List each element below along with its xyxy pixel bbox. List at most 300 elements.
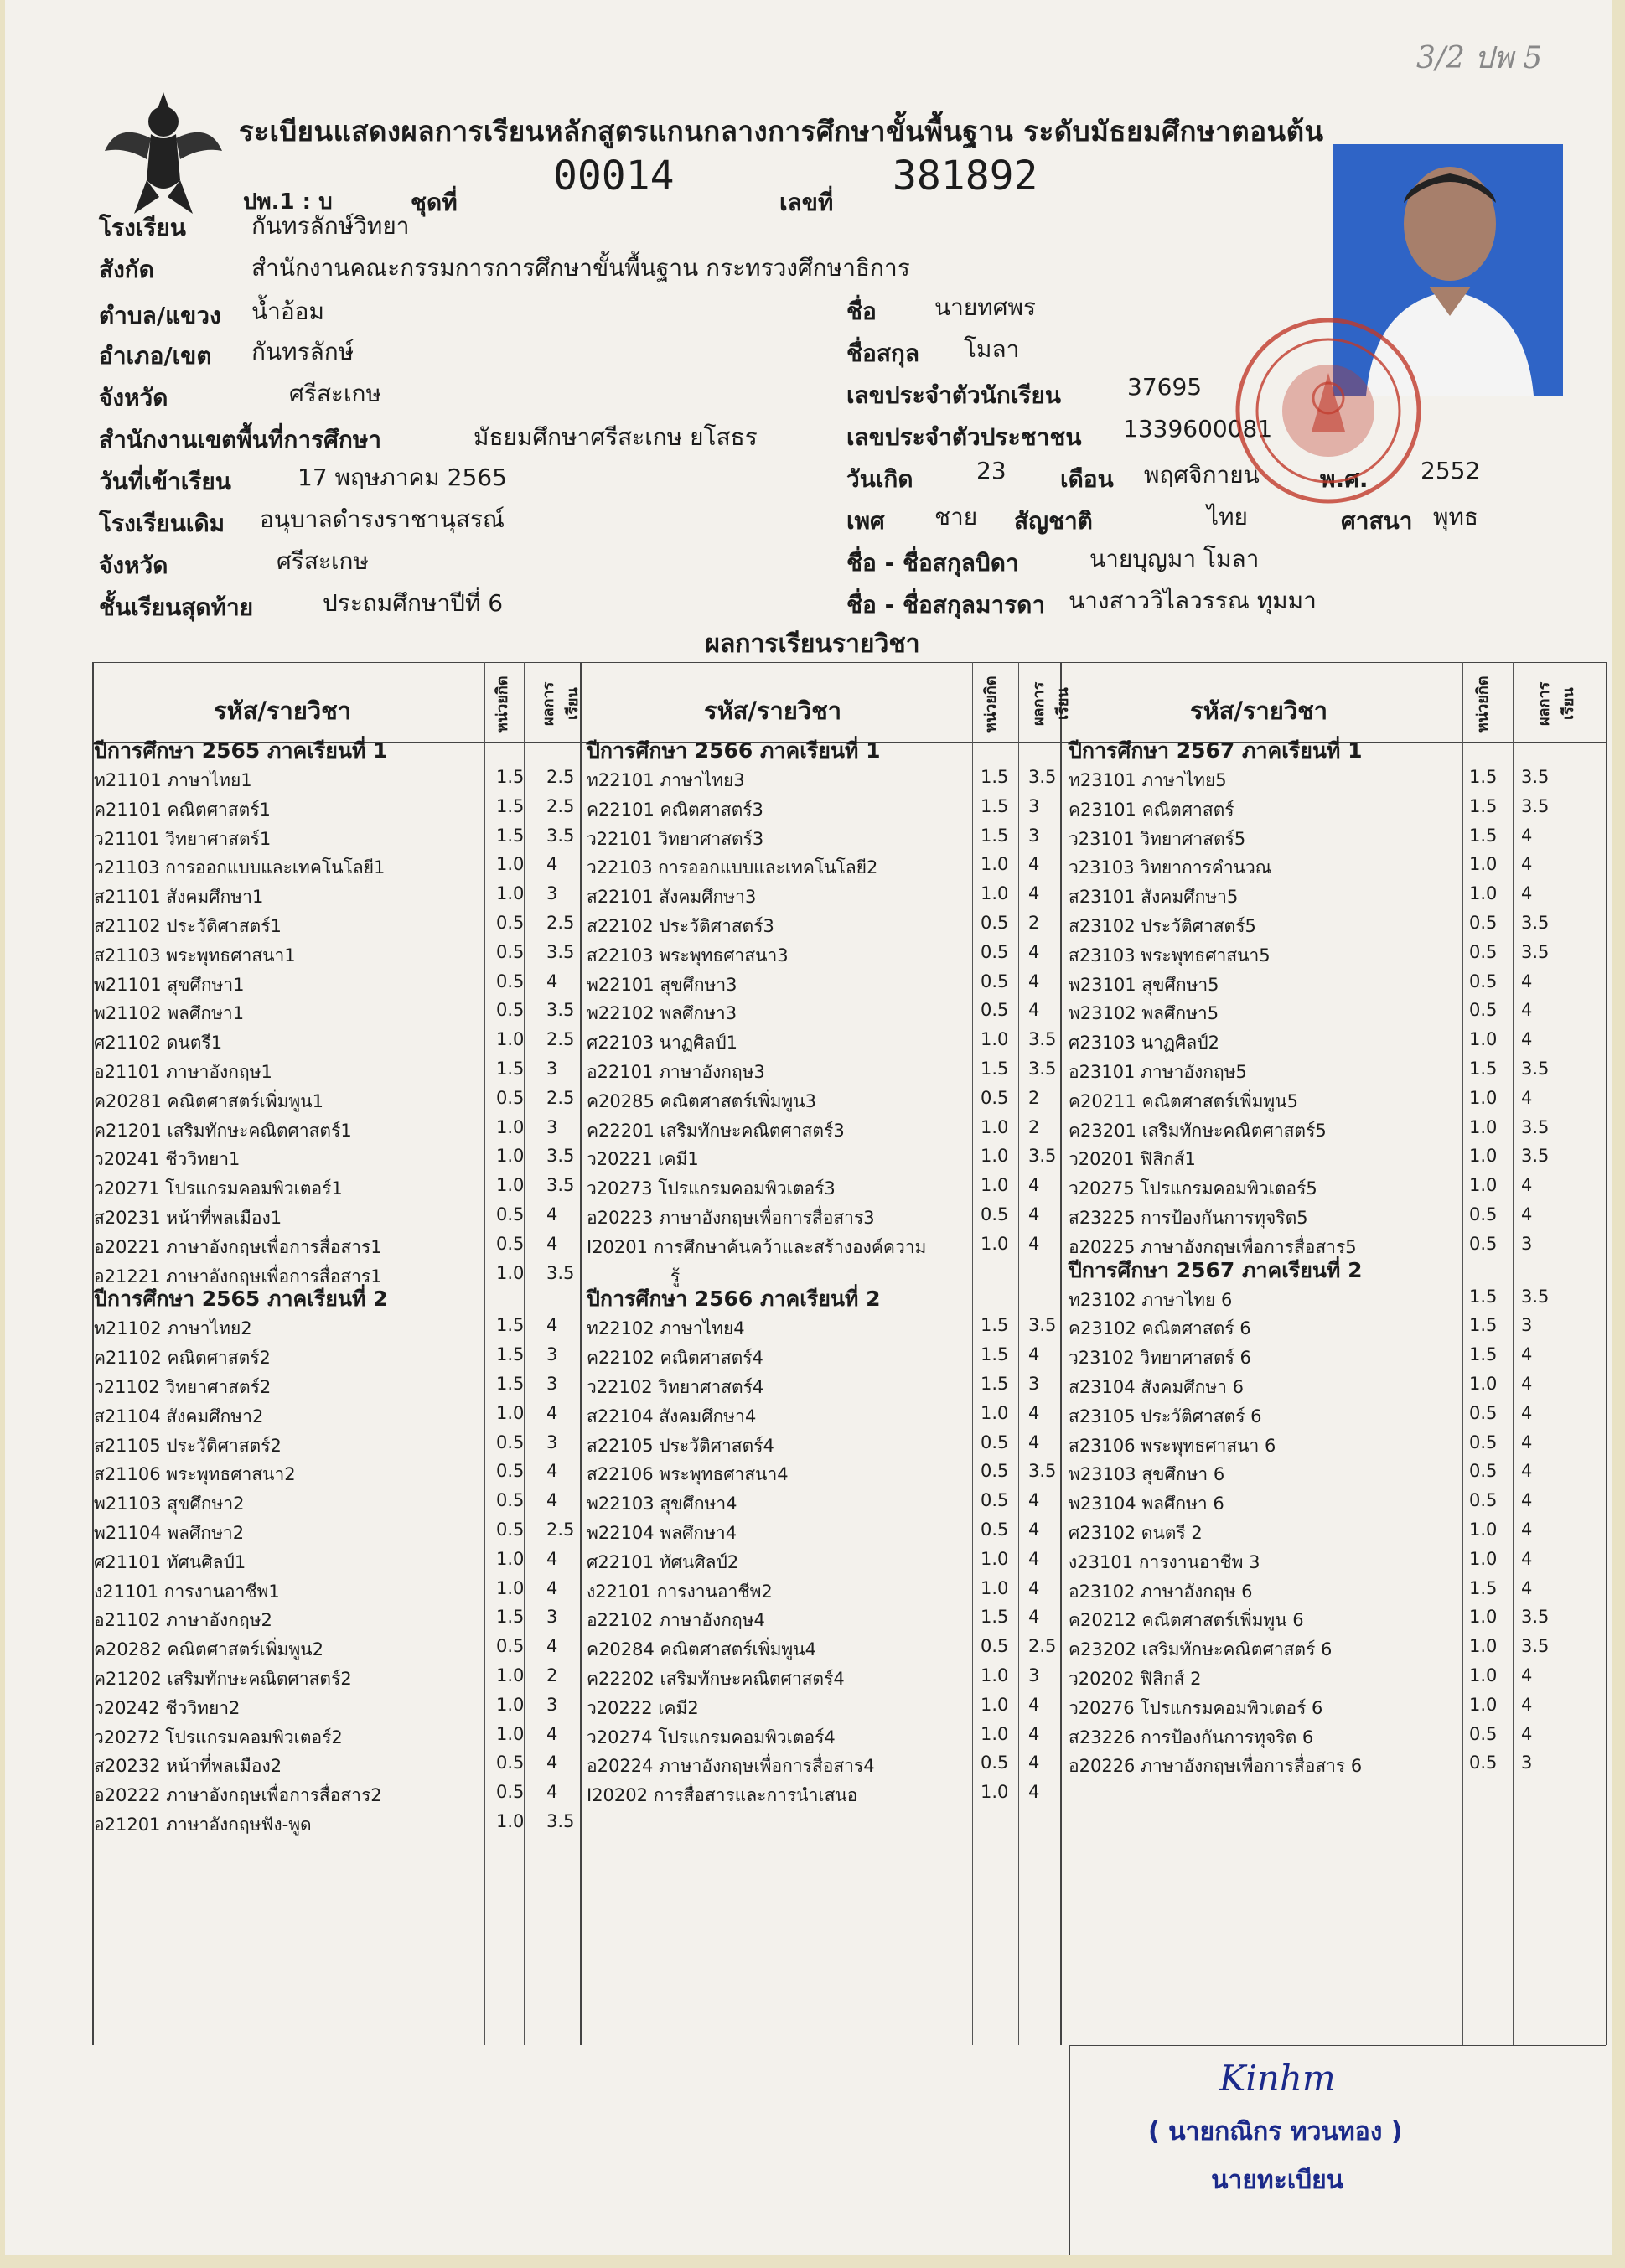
subject-name: I20201 การศึกษาค้นคว้าและสร้างองค์ความ — [587, 1236, 927, 1257]
table-row — [94, 998, 576, 1028]
grade-value: 4 — [1521, 854, 1533, 875]
credits-header-2: หน่วยกิต — [982, 676, 1000, 733]
table-row — [1069, 1693, 1605, 1722]
results-column-1 — [94, 738, 576, 1839]
subject-name: ส23104 สังคมศึกษา 6 — [1069, 1376, 1244, 1397]
credit-value: 1.0 — [496, 1175, 525, 1196]
credit-value: 0.5 — [1469, 1723, 1498, 1744]
table-row — [1069, 1489, 1605, 1518]
subject-name: ว20202 ฟิสิกส์ 2 — [1069, 1668, 1202, 1689]
table-row — [587, 1634, 1056, 1664]
prev-school-value: อนุบาลดำรงราชานุสรณ์ — [260, 505, 505, 533]
grade-value: 4 — [546, 1548, 558, 1569]
father-label: ชื่อ - ชื่อสกุลบิดา — [846, 549, 1019, 577]
grade-value: 4 — [546, 1204, 558, 1225]
grade-value: 3.5 — [546, 1146, 575, 1167]
grade-value: 3 — [546, 1116, 558, 1137]
credit-value: 0.5 — [496, 1490, 525, 1511]
subject-name: ส21104 สังคมศึกษา2 — [94, 1406, 264, 1427]
subject-name: อ20223 ภาษาอังกฤษเพื่อการสื่อสาร3 — [587, 1207, 875, 1228]
grade-value: 3.5 — [1028, 1029, 1057, 1050]
grade-value: 4 — [1521, 971, 1533, 992]
national-id-label: เลขประจำตัวประชาชน — [846, 423, 1082, 451]
table-row — [1069, 882, 1605, 911]
table-row — [94, 911, 576, 940]
subject-name: ง22101 การงานอาชีพ2 — [587, 1581, 773, 1602]
subject-name: ส20232 หน้าที่พลเมือง2 — [94, 1756, 282, 1777]
grade-value: 3.5 — [1028, 767, 1057, 787]
grade-value: 3.5 — [1028, 1058, 1057, 1079]
table-row — [94, 1144, 576, 1173]
table-row — [587, 824, 1056, 853]
grade-value: 3.5 — [546, 1175, 575, 1196]
credit-value: 1.0 — [496, 1723, 525, 1744]
subject-name: ศ23102 ดนตรี 2 — [1069, 1522, 1203, 1543]
table-row — [587, 1203, 1056, 1232]
subject-name: I20202 การสื่อสารและการนำเสนอ — [587, 1785, 858, 1806]
subject-name: พ21103 สุขศึกษา2 — [94, 1494, 245, 1515]
table-row — [1069, 824, 1605, 853]
subject-name: อ20221 ภาษาอังกฤษเพื่อการสื่อสาร1 — [94, 1236, 382, 1257]
grade-value: 3 — [546, 1694, 558, 1715]
table-row — [94, 1810, 576, 1839]
credit-value: 1.0 — [981, 1233, 1009, 1254]
grade-value: 4 — [1028, 1723, 1040, 1744]
grade-value: 2.5 — [546, 1029, 575, 1050]
credit-value: 0.5 — [981, 1519, 1009, 1540]
credit-value: 1.0 — [1469, 1665, 1498, 1685]
table-row — [94, 1605, 576, 1634]
credit-value: 1.0 — [1469, 1548, 1498, 1569]
province-value: ศรีสะเกษ — [289, 380, 381, 407]
last-grade-value: ประถมศึกษาปีที่ 6 — [323, 589, 504, 617]
credit-value: 1.5 — [1469, 1577, 1498, 1598]
subject-name: พ23102 พลศึกษา5 — [1069, 1003, 1219, 1024]
grade-value: 4 — [1028, 1175, 1040, 1196]
subject-name: ค20211 คณิตศาสตร์เพิ่มพูน5 — [1069, 1090, 1298, 1111]
table-row — [1069, 1028, 1605, 1057]
document-number: 381892 — [893, 153, 1038, 199]
table-row — [587, 1232, 1056, 1261]
credit-value: 0.5 — [1469, 1753, 1498, 1773]
grade-value: 3 — [1028, 1373, 1040, 1394]
grade-value: 4 — [1521, 1723, 1533, 1744]
subject-name: ส22101 สังคมศึกษา3 — [587, 887, 757, 908]
credit-value: 1.0 — [981, 1116, 1009, 1137]
credit-value: 0.5 — [496, 1636, 525, 1657]
subject-name: อ23102 ภาษาอังกฤษ 6 — [1069, 1581, 1253, 1602]
column-divider-1 — [580, 662, 582, 2045]
credit-value: 0.5 — [496, 1753, 525, 1773]
grade-value: 4 — [1028, 1548, 1040, 1569]
table-row — [94, 1693, 576, 1722]
credit-value: 1.5 — [496, 825, 525, 846]
grade-value: 4 — [1521, 1344, 1533, 1365]
province-label: จังหวัด — [99, 384, 168, 412]
prev-school-label: โรงเรียนเดิม — [99, 510, 225, 537]
table-row — [94, 852, 576, 882]
credit-value: 1.0 — [496, 883, 525, 904]
grade-value: 4 — [546, 1402, 558, 1423]
grade-value: 3 — [1028, 795, 1040, 816]
results-column-3 — [1069, 738, 1605, 1780]
table-row — [1069, 1634, 1605, 1664]
subject-name: ส22104 สังคมศึกษา4 — [587, 1406, 757, 1427]
subject-name: พ23104 พลศึกษา 6 — [1069, 1494, 1224, 1515]
grade-value: 3.5 — [546, 941, 575, 962]
subject-name: ค20284 คณิตศาสตร์เพิ่มพูน4 — [587, 1639, 816, 1660]
school-seal-stamp — [1232, 314, 1425, 507]
table-row — [587, 911, 1056, 940]
table-row — [94, 970, 576, 999]
credit-value: 0.5 — [1469, 1490, 1498, 1511]
credit-value: 1.0 — [496, 1029, 525, 1050]
table-row — [587, 1372, 1056, 1401]
grade-value: 4 — [1028, 1204, 1040, 1225]
grade-value: 3 — [546, 1607, 558, 1628]
credit-value: 1.0 — [981, 1146, 1009, 1167]
grade-value: 3 — [1028, 1665, 1040, 1685]
table-row — [1069, 852, 1605, 882]
credit-value: 0.5 — [981, 1461, 1009, 1482]
credit-value: 0.5 — [496, 1782, 525, 1803]
grade-value: 4 — [1028, 1402, 1040, 1423]
table-row — [587, 1577, 1056, 1606]
school-label: โรงเรียน — [99, 214, 186, 241]
subject-name: ค20212 คณิตศาสตร์เพิ่มพูน 6 — [1069, 1610, 1304, 1631]
credit-value: 0.5 — [981, 941, 1009, 962]
table-row — [94, 1401, 576, 1431]
subject-name: ว20241 ชีววิทยา1 — [94, 1149, 241, 1170]
table-row — [94, 1343, 576, 1372]
grade-value: 4 — [546, 1782, 558, 1803]
credit-value: 0.5 — [1469, 912, 1498, 933]
subject-name: พ23101 สุขศึกษา5 — [1069, 974, 1219, 995]
grade-value: 2.5 — [546, 1087, 575, 1108]
subject-name: อ22102 ภาษาอังกฤษ4 — [587, 1610, 765, 1631]
subject-name: ค23202 เสริมทักษะคณิตศาสตร์ 6 — [1069, 1639, 1333, 1660]
table-row — [587, 1489, 1056, 1518]
credit-value: 1.5 — [981, 1315, 1009, 1336]
grade-value: 3.5 — [1028, 1146, 1057, 1167]
grade-value: 4 — [1521, 883, 1533, 904]
credit-value: 1.0 — [496, 1116, 525, 1137]
grade-value: 4 — [1521, 1402, 1533, 1423]
year-label: พ.ศ. — [1320, 465, 1369, 493]
month-label: เดือน — [1060, 465, 1114, 493]
table-row — [587, 1664, 1056, 1693]
credit-value: 1.5 — [1469, 795, 1498, 816]
table-row — [94, 1261, 576, 1291]
credit-value: 1.0 — [1469, 1175, 1498, 1196]
table-row — [1069, 1577, 1605, 1606]
grade-value: 4 — [1028, 971, 1040, 992]
affiliation-label: สังกัด — [99, 256, 154, 283]
grade-value: 4 — [546, 1490, 558, 1511]
grade-value: 4 — [1028, 1490, 1040, 1511]
table-row — [94, 1116, 576, 1145]
grade-value: 4 — [1521, 1175, 1533, 1196]
grade-value: 3.5 — [1521, 1146, 1550, 1167]
grade-value: 2.5 — [546, 1519, 575, 1540]
table-row — [1069, 1664, 1605, 1693]
table-row — [587, 1057, 1056, 1086]
subject-name: อ22101 ภาษาอังกฤษ3 — [587, 1061, 765, 1082]
grade-value: 4 — [1521, 1087, 1533, 1108]
credit-value: 0.5 — [496, 1233, 525, 1254]
subject-name: พ21101 สุขศึกษา1 — [94, 974, 245, 995]
grade-value: 4 — [1028, 883, 1040, 904]
table-row — [94, 882, 576, 911]
credit-value: 1.5 — [981, 1344, 1009, 1365]
grade-value: 3 — [546, 883, 558, 904]
table-row — [1069, 1116, 1605, 1145]
subject-name: ว21101 วิทยาศาสตร์1 — [94, 828, 272, 849]
nationality-label: สัญชาติ — [1014, 507, 1093, 535]
student-id-value: 37695 — [1127, 373, 1203, 401]
subject-name: พ22104 พลศึกษา4 — [587, 1522, 737, 1543]
grade-value: 4 — [1521, 1548, 1533, 1569]
credit-value: 0.5 — [981, 971, 1009, 992]
table-row — [1069, 1431, 1605, 1460]
grade-value: 3 — [546, 1344, 558, 1365]
table-row — [587, 1722, 1056, 1752]
grade-value: 4 — [546, 1233, 558, 1254]
credit-value: 1.0 — [1469, 1636, 1498, 1657]
credit-value: 1.0 — [1469, 1519, 1498, 1540]
subject-name: ส21101 สังคมศึกษา1 — [94, 887, 264, 908]
grade-value: 3.5 — [1521, 912, 1550, 933]
grade-value: 4 — [546, 971, 558, 992]
subject-header-1: รหัส/รายวิชา — [214, 696, 352, 725]
area-office-label: สำนักงานเขตพื้นที่การศึกษา — [99, 426, 382, 453]
grade-value: 3 — [1521, 1315, 1533, 1336]
national-id-value: 1339600081 — [1123, 415, 1273, 443]
table-row — [1069, 1722, 1605, 1752]
credit-value: 0.5 — [981, 1000, 1009, 1021]
handwritten-note: 3/2 ปพ 5 — [1416, 41, 1543, 75]
credit-value: 1.0 — [981, 1723, 1009, 1744]
credit-value: 1.5 — [981, 795, 1009, 816]
grade-value: 3.5 — [1521, 1286, 1550, 1307]
credit-value: 1.0 — [496, 854, 525, 875]
credit-value: 1.5 — [496, 1607, 525, 1628]
credit-value: 1.0 — [1469, 1087, 1498, 1108]
grade-value: 4 — [546, 854, 558, 875]
table-row — [1069, 940, 1605, 970]
credit-value: 0.5 — [496, 1204, 525, 1225]
birth-month: พฤศจิกายน — [1144, 461, 1260, 489]
credit-value: 0.5 — [496, 1461, 525, 1482]
credit-value: 1.5 — [981, 767, 1009, 787]
subject-name: ศ22103 นาฏศิลป์1 — [587, 1033, 737, 1054]
table-row — [1069, 970, 1605, 999]
table-row — [94, 1518, 576, 1547]
credit-value: 1.0 — [1469, 1607, 1498, 1628]
registrar-name: ( นายกณิกร ทวนทอง ) — [1148, 2117, 1403, 2146]
subject-name: ค20282 คณิตศาสตร์เพิ่มพูน2 — [94, 1639, 323, 1660]
subject-name: พ21104 พลศึกษา2 — [94, 1522, 245, 1543]
birth-day: 23 — [976, 457, 1007, 484]
subject-name: ว20221 เคมี1 — [587, 1149, 699, 1170]
last-grade-label: ชั้นเรียนสุดท้าย — [99, 593, 254, 621]
sex-value: ชาย — [934, 503, 978, 531]
table-row — [94, 1634, 576, 1664]
credit-value: 1.0 — [981, 1402, 1009, 1423]
grade-value: 3.5 — [546, 1000, 575, 1021]
grade-value: 4 — [1521, 1000, 1533, 1021]
grade-value: 2.5 — [546, 795, 575, 816]
table-row — [94, 1203, 576, 1232]
subject-name: ส21102 ประวัติศาสตร์1 — [94, 915, 282, 936]
credit-value: 1.0 — [496, 1665, 525, 1685]
subject-name: อ20226 ภาษาอังกฤษเพื่อการสื่อสาร 6 — [1069, 1756, 1363, 1777]
grade-value: 4 — [1028, 1694, 1040, 1715]
grade-header-3: ผลการเรียน — [1535, 681, 1577, 727]
grade-value: 4 — [1028, 1432, 1040, 1452]
subject-name: ส23101 สังคมศึกษา5 — [1069, 887, 1239, 908]
table-row — [587, 998, 1056, 1028]
table-row — [1069, 998, 1605, 1028]
area-office-value: มัธยมศึกษาศรีสะเกษ ยโสธร — [474, 423, 758, 451]
credit-value: 0.5 — [1469, 1233, 1498, 1254]
subject-name: ง23101 การงานอาชีพ 3 — [1069, 1551, 1260, 1572]
grade-value: 2.5 — [546, 912, 575, 933]
garuda-emblem-icon — [101, 88, 226, 222]
credit-value: 1.0 — [1469, 1146, 1498, 1167]
table-row — [587, 882, 1056, 911]
subject-name: ค21101 คณิตศาสตร์1 — [94, 799, 271, 820]
credit-value: 1.0 — [1469, 1029, 1498, 1050]
grade-value: 4 — [1028, 1000, 1040, 1021]
subject-name: อ20224 ภาษาอังกฤษเพื่อการสื่อสาร4 — [587, 1756, 875, 1777]
grade-value: 3.5 — [1521, 795, 1550, 816]
credit-value: 1.5 — [496, 795, 525, 816]
table-row — [1069, 1232, 1605, 1261]
grade-value: 4 — [1521, 1204, 1533, 1225]
credit-value: 1.5 — [981, 1607, 1009, 1628]
grade-value: 3 — [546, 1432, 558, 1452]
table-row — [94, 1431, 576, 1460]
credit-value: 0.5 — [981, 1753, 1009, 1773]
credit-value: 0.5 — [1469, 1000, 1498, 1021]
subject-name: ส22105 ประวัติศาสตร์4 — [587, 1435, 774, 1456]
subject-name: ว22102 วิทยาศาสตร์4 — [587, 1376, 764, 1397]
number-label: เลขที่ — [779, 189, 834, 216]
grade-value: 4 — [1521, 1577, 1533, 1598]
subject-name-cont: รู้ — [670, 1266, 681, 1287]
table-row — [587, 1313, 1056, 1343]
table-row — [587, 1780, 1056, 1810]
form-label: ปพ.1 : บ — [243, 189, 333, 215]
table-row — [94, 1232, 576, 1261]
table-row — [94, 1459, 576, 1489]
table-row — [1069, 1605, 1605, 1634]
credit-value: 0.5 — [496, 1432, 525, 1452]
grade-value: 3.5 — [1521, 1607, 1550, 1628]
grade-value: 3.5 — [1521, 767, 1550, 787]
credit-value: 1.0 — [496, 1402, 525, 1423]
credit-value: 1.0 — [981, 1175, 1009, 1196]
subject-name: อ20222 ภาษาอังกฤษเพื่อการสื่อสาร2 — [94, 1785, 382, 1806]
subject-name: ส23225 การป้องกันการทุจริต5 — [1069, 1207, 1308, 1228]
credit-value: 1.5 — [496, 1373, 525, 1394]
grade-value: 4 — [1521, 1461, 1533, 1482]
grade-value: 4 — [1028, 1519, 1040, 1540]
table-row — [94, 824, 576, 853]
subject-name: ส21106 พระพุทธศาสนา2 — [94, 1464, 296, 1485]
subject-name: ค23102 คณิตศาสตร์ 6 — [1069, 1318, 1251, 1339]
subject-name: ส23106 พระพุทธศาสนา 6 — [1069, 1435, 1276, 1456]
subject-name: ส21103 พระพุทธศาสนา1 — [94, 945, 296, 966]
subject-name: ว22103 การออกแบบและเทคโนโลยี2 — [587, 857, 878, 878]
student-id-label: เลขประจำตัวนักเรียน — [846, 381, 1062, 409]
table-row — [94, 765, 576, 795]
district-value: กันทรลักษ์ — [251, 338, 354, 365]
table-row — [94, 1372, 576, 1401]
credit-value: 0.5 — [496, 1519, 525, 1540]
credit-value: 0.5 — [1469, 941, 1498, 962]
credit-value: 1.0 — [496, 1694, 525, 1715]
subject-name: ศ21102 ดนตรี1 — [94, 1033, 223, 1054]
semester-heading: ปีการศึกษา 2567 ภาคเรียนที่ 2 — [1069, 1257, 1363, 1282]
credit-value: 1.0 — [496, 1548, 525, 1569]
grade-value: 4 — [546, 1315, 558, 1336]
subject-name: ค20281 คณิตศาสตร์เพิ่มพูน1 — [94, 1090, 323, 1111]
credits-header-1: หน่วยกิต — [494, 676, 511, 733]
credit-value: 0.5 — [496, 1000, 525, 1021]
grade-value: 4 — [1028, 1233, 1040, 1254]
table-top-border — [92, 662, 1606, 663]
subject-name: ว20201 ฟิสิกส์1 — [1069, 1149, 1196, 1170]
table-row — [1069, 1401, 1605, 1431]
table-row — [587, 1144, 1056, 1173]
grade-value: 4 — [1521, 1665, 1533, 1685]
credit-value: 1.0 — [981, 1694, 1009, 1715]
credit-value: 1.0 — [1469, 1116, 1498, 1137]
subject-name: ท23102 ภาษาไทย 6 — [1069, 1289, 1233, 1310]
credit-value: 1.0 — [981, 1665, 1009, 1685]
table-row — [94, 1086, 576, 1116]
table-row — [587, 795, 1056, 824]
table-row — [1069, 1086, 1605, 1116]
credit-value: 1.5 — [496, 1315, 525, 1336]
results-title: ผลการเรียนรายวิชา — [705, 629, 920, 659]
table-row — [1069, 1518, 1605, 1547]
credit-value: 1.0 — [981, 1577, 1009, 1598]
subject-name: ว20276 โปรแกรมคอมพิวเตอร์ 6 — [1069, 1697, 1323, 1718]
last-name-label: ชื่อสกุล — [846, 339, 920, 367]
grade-value: 4 — [546, 1753, 558, 1773]
table-row — [94, 1173, 576, 1203]
entry-date-label: วันที่เข้าเรียน — [99, 468, 231, 495]
table-row — [587, 1116, 1056, 1145]
subject-name: พ22103 สุขศึกษา4 — [587, 1494, 737, 1515]
semester-heading: ปีการศึกษา 2566 ภาคเรียนที่ 2 — [587, 1287, 881, 1312]
grade-value: 2 — [1028, 1087, 1040, 1108]
subject-name: พ21102 พลศึกษา1 — [94, 1003, 245, 1024]
table-row — [587, 1173, 1056, 1203]
religion-value: พุทธ — [1433, 503, 1479, 531]
subject-name: ว22101 วิทยาศาสตร์3 — [587, 828, 764, 849]
subject-name: ค22202 เสริมทักษะคณิตศาสตร์4 — [587, 1668, 845, 1689]
table-row — [1069, 911, 1605, 940]
subject-name: ว20271 โปรแกรมคอมพิวเตอร์1 — [94, 1178, 343, 1199]
grade-value: 4 — [1521, 825, 1533, 846]
set-label: ชุดที่ — [411, 189, 458, 216]
table-row — [587, 1518, 1056, 1547]
table-row — [1069, 765, 1605, 795]
